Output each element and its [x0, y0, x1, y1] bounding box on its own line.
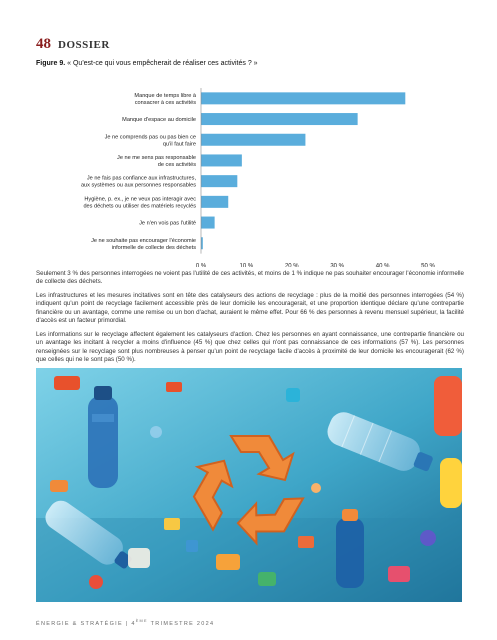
x-tick-label: 10 % — [239, 263, 254, 267]
paragraph-3: Les informations sur le recyclage affectent également les catalyseurs d'action. Chez les personnes en ayant connaissance, une contrepartie financière ou un avantage les incitant à recycler a moins d'influence (45 %) que chez celles qui n'ont pas connaissance de ces informations (57 %). Les personnes renseignées sur le recyclage sont plus nombreuses à penser qu'un point de recyclage facile d'accès à proximité de leur domicile les encouragerait (62 %) que celles qui ne le sont pas (50 %). — [36, 331, 464, 363]
x-tick-label: 20 % — [284, 263, 299, 267]
chart-bar — [201, 92, 405, 104]
edition-label: TRIMESTRE 2024 — [150, 620, 215, 627]
page-footer — [36, 619, 214, 627]
bar-chart — [0, 72, 497, 267]
publication-name: ÉNERGIE & STRATÉGIE — [36, 620, 123, 627]
figure-label: Figure 9. — [36, 60, 66, 67]
figure-title: « Qu'est-ce qui vous empêcherait de réaliser ces activités ? » — [67, 60, 258, 67]
footer-separator: | — [125, 620, 129, 627]
category-label: Je n'en vois pas l'utilité — [139, 220, 196, 227]
chart-bar — [201, 113, 358, 125]
edition-number: 4 — [131, 620, 136, 627]
x-tick-label: 50 % — [421, 263, 435, 267]
category-label: Hygiène, p. ex., je ne veux pas interagir avec des déchets ou utiliser des matériels recyclés — [83, 196, 196, 210]
paragraph-2: Les infrastructures et les mesures incitatives sont en tête des catalyseurs des actions de recyclage : plus de la moitié des personnes interrogées (54 %) indiquent qu'un point de recyclage facilement accessible près de leur domicile les encouragerait, et une proportion identique déclare qu'une contrepartie financière ou un avantage, comme une remise ou un bon d'achat, auraient le même effet. Pour 66 % des personnes à revenu mensuel supérieur, la facilité d'accès est un facteur primordial. — [36, 292, 464, 324]
category-label: Je ne me sens pas responsable de ces activités — [117, 154, 196, 168]
figure-caption — [36, 60, 258, 67]
page-number: 48 — [36, 36, 51, 52]
category-label: Manque de temps libre à consacrer à ces activités — [134, 92, 196, 106]
x-tick-label: 0 % — [195, 263, 207, 267]
category-label: Je ne souhaite pas encourager l'économie informelle de collecte des déchets — [91, 237, 196, 251]
x-tick-label: 30 % — [330, 263, 345, 267]
chart-bar — [201, 175, 237, 187]
chart-bar — [201, 134, 305, 146]
section-title: DOSSIER — [58, 39, 110, 51]
chart-bar — [201, 196, 228, 208]
chart-bar — [201, 217, 215, 229]
plastic-bottle-icon — [88, 386, 118, 488]
paragraph-1: Seulement 3 % des personnes interrogées ne voient pas l'utilité de ces activités, et moins de 1 % indique ne pas souhaiter encourager l'économie informelle de collecte des déchets. — [36, 270, 464, 286]
category-label: Manque d'espace au domicile — [122, 117, 196, 124]
category-label: Je ne fais pas confiance aux infrastructures, aux systèmes ou aux personnes responsables — [80, 175, 196, 189]
page-header — [36, 36, 110, 53]
chart-bar — [201, 154, 242, 166]
category-label: Je ne comprends pas ou pas bien ce qu'il faut faire — [104, 134, 196, 148]
x-tick-label: 40 % — [375, 263, 390, 267]
edition-suffix: ÈME — [135, 619, 148, 623]
recycling-photo — [36, 368, 462, 602]
plastic-bottle-icon — [336, 509, 364, 588]
